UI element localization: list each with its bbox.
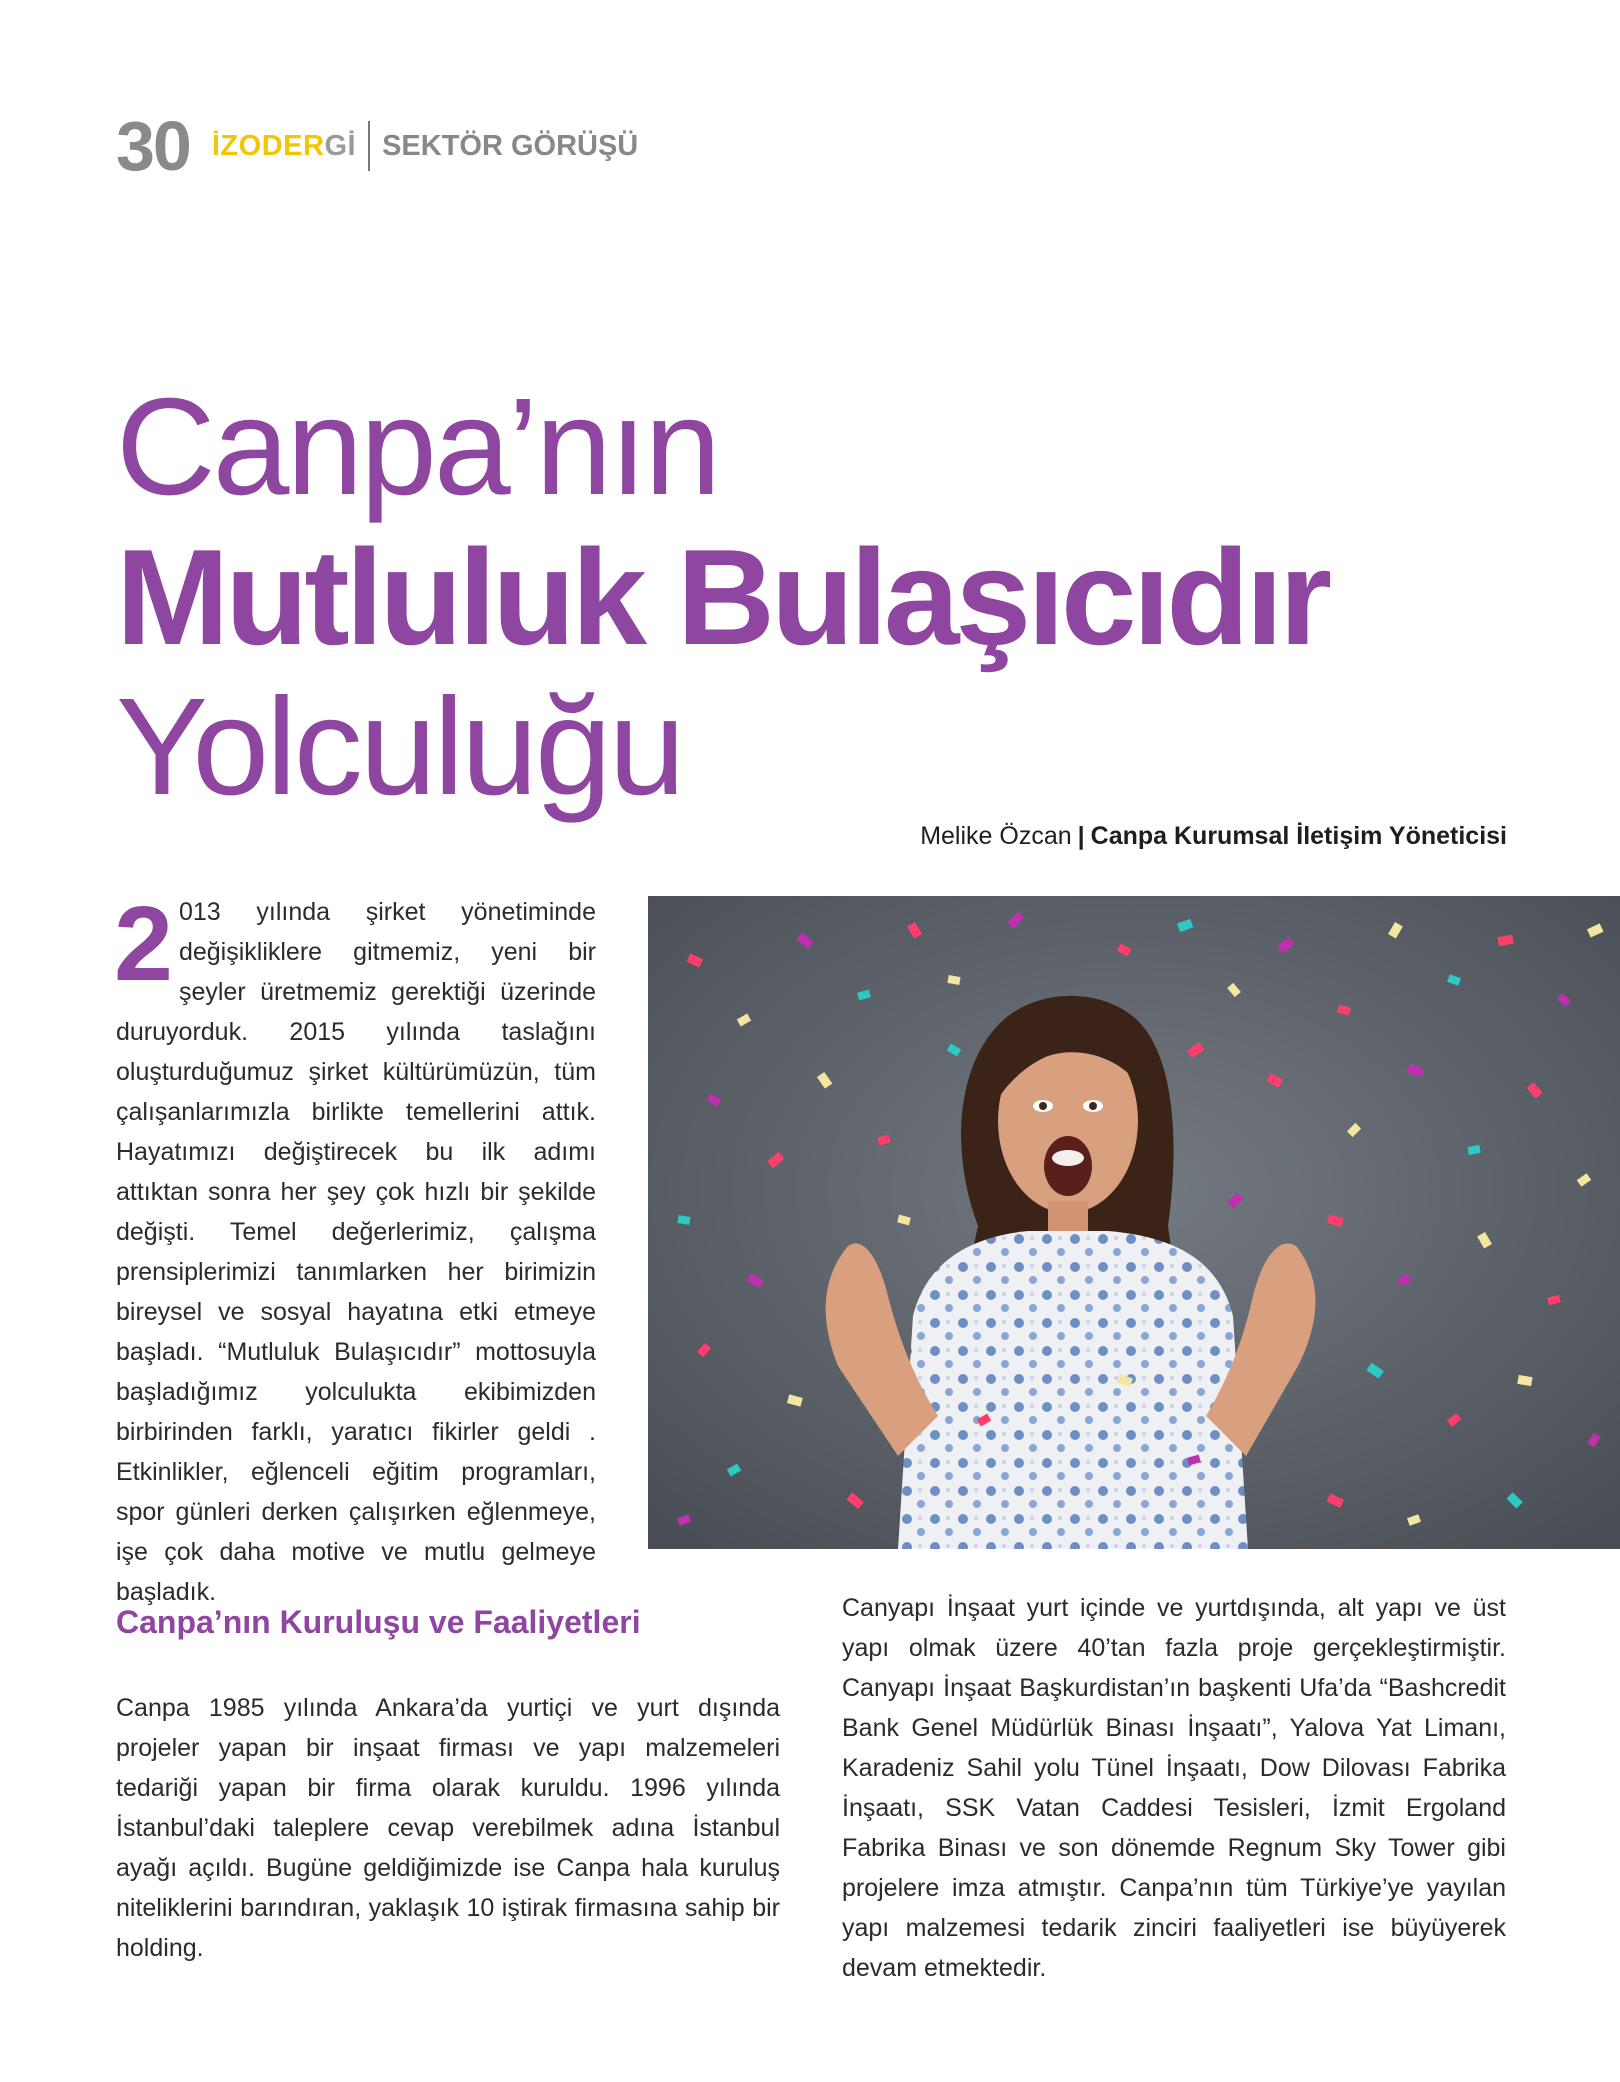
intro-column [114,885,596,1612]
page-number: 30 [116,107,190,185]
title-line-2: Mutluluk Bulaşıcıdır [116,521,1329,673]
drop-cap: 2 [114,885,173,1003]
section1-body: Canpa 1985 yılında Ankara’da yurtiçi ve yurt dışında projeler yapan bir inşaat firması ve yapı malzemeleri tedariği yapan bir firma olarak kuruldu. 1996 yılında İstanbul’daki taleplere cevap verebilmek adına İstanbul ayağı açıldı. Bugüne geldiğimizde ise Canpa hala kuruluş niteliklerini barındıran, yaklaşık 10 iştirak firmasına sahip bir holding. [116,1694,780,1962]
title-line-1: Canpa’nın [116,370,719,524]
section-heading: Canpa’nın Kuruluşu ve Faaliyetleri [116,1604,641,1640]
header-divider [368,121,370,171]
magazine-logo: İZODERGİ [211,129,357,162]
author-name: Melike Özcan [920,822,1072,850]
title-line-3: Yolculuğu [116,670,683,824]
byline-separator: | [1077,822,1085,850]
article-title [116,372,1536,822]
author-role: Canpa Kurumsal İletişim Yöneticisi [1090,822,1507,850]
confetti-photo [648,896,1620,1549]
section-label: SEKTÖR GÖRÜŞÜ [382,129,639,162]
section2-body: Canyapı İnşaat yurt içinde ve yurtdışında, alt yapı ve üst yapı olmak üzere 40’tan fazla proje gerçekleştirmiştir. Canyapı İnşaat Başkurdistan’ın başkenti Ufa’da “Bashcredit Bank Genel Müdürlük Binası İnşaatı”, Yalova Yat Limanı, Karadeniz Sahil yolu Tünel İnşaatı, Dow Dilovası Fabrika İnşaatı, SSK Vatan Caddesi Tesisleri, İzmit Ergoland Fabrika Binası ve son dönemde Regnum Sky Tower gibi projelere imza atmıştır. Canpa’nın tüm Türkiye’ye yayılan yapı malzemesi tedarik zinciri faaliyetleri ise büyüyerek devam etmektedir. [842,1594,1506,1982]
byline [920,822,1507,851]
page-header [116,106,638,186]
intro-text: 013 yılında şirket yönetiminde değişikliklere gitmemiz, yeni bir şeyler üretmemiz gerektiği üzerinde duruyorduk. 2015 yılında taslağını oluşturduğumuz şirket kültürümüzün, tüm çalışanlarımızla birlikte temellerini attık. Hayatımızı değiştirecek bu ilk adımı attıktan sonra her şey çok hızlı bir şekilde değişti. Temel değerlerimiz, çalışma prensiplerimizi tanımlarken her birimizin bireysel ve sosyal hayatına etki etmeye başladı. “Mutluluk Bulaşıcıdır” mottosuyla başladığımız yolculukta ekibimizden birbirinden farklı, yaratıcı fikirler geldi . Etkinlikler, eğlenceli eğitim programları, spor günleri derken çalışırken eğlenmeye, işe çok daha motive ve mutlu gelmeye başladık. [116,898,596,1606]
